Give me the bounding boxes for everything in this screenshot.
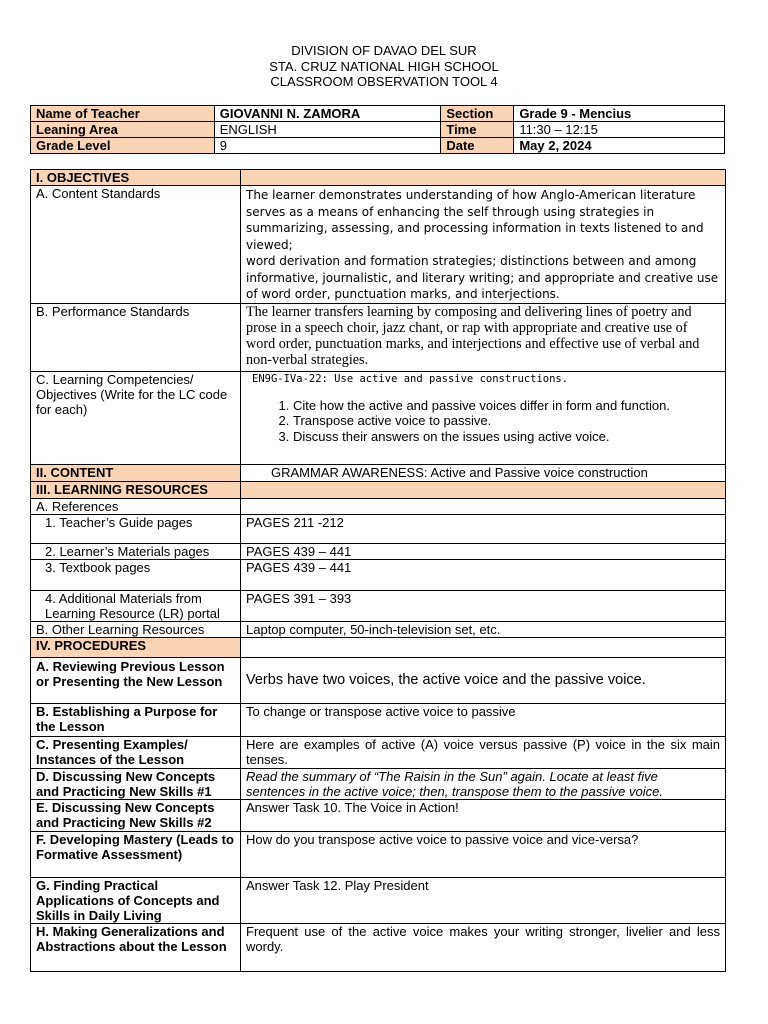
competencies-value — [241, 371, 726, 464]
procedure-value-e: Answer Task 10. The Voice in Action! — [241, 799, 726, 831]
procedure-value-d: Read the summary of “The Raisin in the Sun” again. Locate at least five sentences in the active voice; then, transpose them to the passive voice. — [241, 768, 726, 799]
learning-area-label: Leaning Area — [31, 122, 215, 138]
content-standards-part2: word derivation and formation strategies; distinctions between and among informative, journalistic, and literary writing; and appropriate and creative use of word order, punctuation marks, and interjections. — [246, 254, 719, 301]
teachers-guide-label: 1. Teacher’s Guide pages — [31, 514, 241, 543]
competencies-label: C. Learning Competencies/ Objectives (Write for the LC code for each) — [31, 371, 241, 464]
date-label: Date — [441, 138, 514, 154]
teachers-guide-value: PAGES 211 -212 — [241, 514, 726, 543]
procedure-label-c: C. Presenting Examples/ Instances of the Lesson — [31, 736, 241, 768]
procedure-value-b: To change or transpose active voice to passive — [241, 703, 726, 736]
procedure-label-a: A. Reviewing Previous Lesson or Presenting the New Lesson — [31, 657, 241, 703]
performance-standards-label: B. Performance Standards — [31, 303, 241, 371]
content-standards-part1: The learner demonstrates understanding of how Anglo-American literature serves as a means of enhancing the self through using strategies in summarizing, assessing, and processing information in texts listened to and viewed; — [246, 188, 704, 252]
section-value: Grade 9 - Mencius — [514, 106, 725, 122]
division-title: DIVISION OF DAVAO DEL SUR — [291, 43, 477, 58]
references-filler — [241, 498, 726, 514]
content-heading: II. CONTENT — [31, 464, 241, 481]
procedure-value-h: Frequent use of the active voice makes your writing stronger, livelier and less wordy. — [241, 923, 726, 971]
teacher-value: GIOVANNI N. ZAMORA — [214, 106, 441, 122]
textbook-value: PAGES 439 – 441 — [241, 559, 726, 590]
date-value: May 2, 2024 — [514, 138, 725, 154]
document-header — [0, 43, 768, 90]
learners-materials-label: 2. Learner’s Materials pages — [31, 543, 241, 559]
objectives-heading: I. OBJECTIVES — [31, 170, 241, 186]
grade-level-value: 9 — [214, 138, 441, 154]
procedures-heading-filler — [241, 637, 726, 657]
procedure-value-c: Here are examples of active (A) voice versus passive (P) voice in the six main tenses. — [241, 736, 726, 768]
content-standards-value — [241, 186, 726, 304]
additional-materials-value: PAGES 391 – 393 — [241, 590, 726, 621]
teacher-info-table — [30, 105, 725, 154]
resources-heading: III. LEARNING RESOURCES — [31, 481, 241, 498]
competency-code: EN9G-IVa-22: Use active and passive constructions. — [252, 372, 569, 385]
school-name: STA. CRUZ NATIONAL HIGH SCHOOL — [269, 58, 499, 74]
procedure-label-f: F. Developing Mastery (Leads to Formative Assessment) — [31, 831, 241, 877]
performance-standards-value: The learner transfers learning by composing and delivering lines of poetry and prose in a speech choir, jazz chant, or rap with appropriate and creative use of word order, punctuation marks, and interjections and effective use of verbal and non-verbal strategies. — [241, 303, 726, 371]
lesson-plan-table — [30, 169, 726, 972]
content-standards-label: A. Content Standards — [31, 186, 241, 304]
references-label: A. References — [31, 498, 241, 514]
procedure-value-f: How do you transpose active voice to passive voice and vice-versa? — [241, 831, 726, 877]
competency-list — [246, 398, 720, 445]
teacher-label: Name of Teacher — [31, 106, 215, 122]
content-value: GRAMMAR AWARENESS: Active and Passive voice construction — [241, 464, 726, 481]
additional-materials-label: 4. Additional Materials from Learning Resource (LR) portal — [31, 590, 241, 621]
grade-level-label: Grade Level — [31, 138, 215, 154]
competency-item: 3. Discuss their answers on the issues using active voice. — [293, 429, 720, 445]
competency-item: 1. Cite how the active and passive voices differ in form and function. — [293, 398, 720, 414]
procedure-label-b: B. Establishing a Purpose for the Lesson — [31, 703, 241, 736]
tool-title: CLASSROOM OBSERVATION TOOL 4 — [270, 74, 498, 89]
procedure-value-g: Answer Task 12. Play President — [241, 877, 726, 923]
time-value: 11:30 – 12:15 — [514, 122, 725, 138]
section-label: Section — [441, 106, 514, 122]
competency-item: 2. Transpose active voice to passive. — [293, 413, 720, 429]
learning-area-value: ENGLISH — [214, 122, 441, 138]
procedure-label-h: H. Making Generalizations and Abstractions about the Lesson — [31, 923, 241, 971]
learners-materials-value: PAGES 439 – 441 — [241, 543, 726, 559]
other-resources-value: Laptop computer, 50-inch-television set, etc. — [241, 621, 726, 637]
resources-heading-filler — [241, 481, 726, 498]
procedures-heading: IV. PROCEDURES — [31, 637, 241, 657]
procedure-label-d: D. Discussing New Concepts and Practicing New Skills #1 — [31, 768, 241, 799]
textbook-label: 3. Textbook pages — [31, 559, 241, 590]
procedure-value-a: Verbs have two voices, the active voice and the passive voice. — [241, 657, 726, 703]
procedure-label-g: G. Finding Practical Applications of Concepts and Skills in Daily Living — [31, 877, 241, 923]
other-resources-label: B. Other Learning Resources — [31, 621, 241, 637]
procedure-label-e: E. Discussing New Concepts and Practicing New Skills #2 — [31, 799, 241, 831]
time-label: Time — [441, 122, 514, 138]
objectives-heading-filler — [241, 170, 726, 186]
